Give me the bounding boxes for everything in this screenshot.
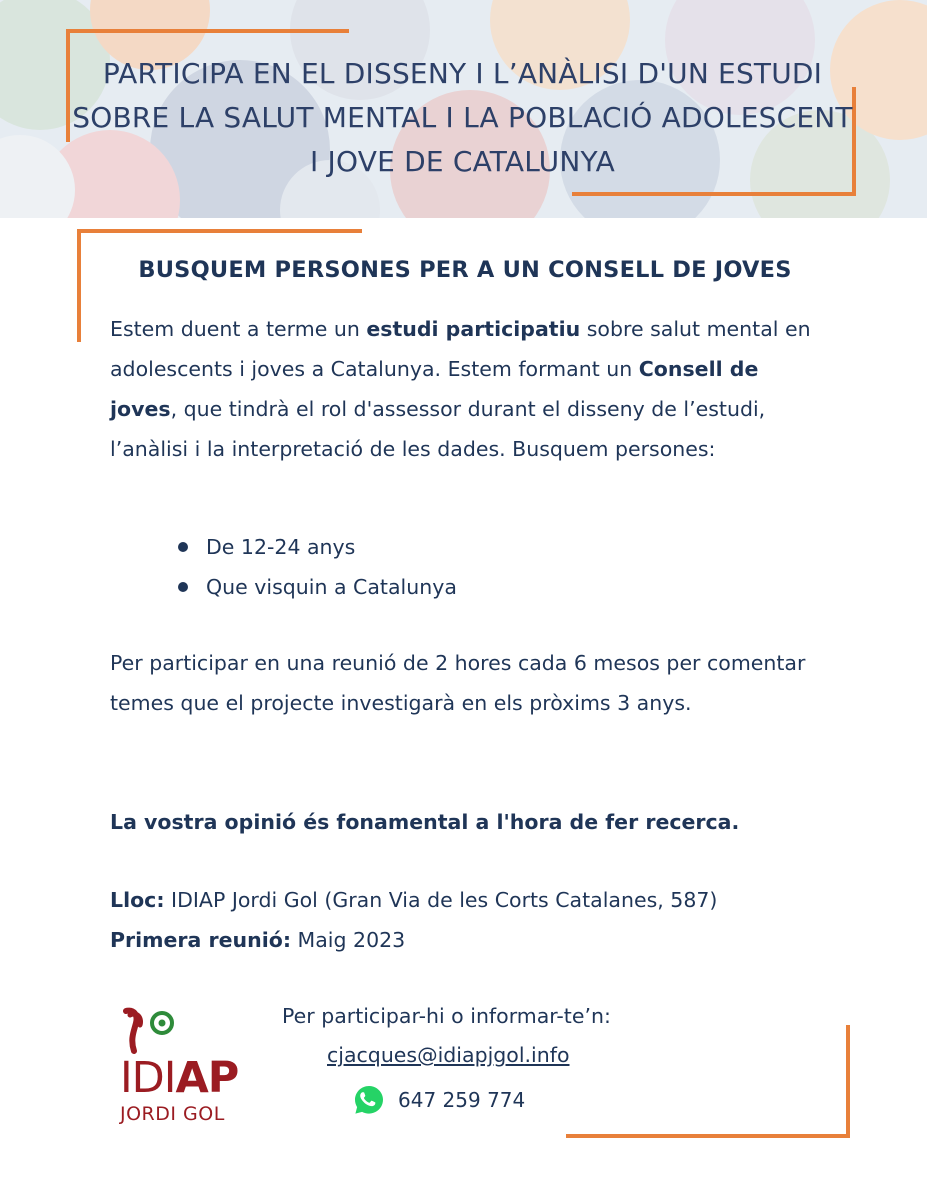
- phone-row: [352, 1083, 525, 1117]
- intro-text-3: , que tindrà el rol d'assessor durant el disseny de l’estudi, l’anàlisi i la interpretació de les dades. Busquem persones:: [110, 397, 766, 461]
- logo-subtitle: JORDI GOL: [120, 1103, 225, 1125]
- phone-number: 647 259 774: [398, 1088, 526, 1112]
- intro-text-2: sobre salut mental en adolescents i joves a Catalunya. Estem formant un: [110, 317, 811, 381]
- intro-bold-council: Consell de joves: [110, 357, 759, 421]
- meeting-line: [110, 920, 830, 960]
- highlight-text: [110, 802, 830, 842]
- participation-paragraph: Per participar en una reunió de 2 hores cada 6 mesos per comentar temes que el projecte investigarà en els pròxims 3 anys.: [110, 651, 806, 715]
- requirements-list: [178, 527, 457, 607]
- logo-ap: AP: [175, 1053, 239, 1103]
- frame-top-left-horizontal: [66, 29, 349, 33]
- logo-wordmark: [120, 1055, 238, 1101]
- list-item: De 12-24 anys: [178, 527, 457, 567]
- whatsapp-icon: [352, 1083, 386, 1117]
- frame-hero-bottom-horizontal: [572, 192, 856, 196]
- frame-section-vertical: [77, 229, 81, 342]
- intro-bold-study: estudi participatiu: [366, 317, 581, 341]
- logo-idi: IDI: [120, 1053, 176, 1103]
- meeting-label: Primera reunió:: [110, 928, 292, 952]
- frame-section-horizontal: [77, 229, 362, 233]
- email-link[interactable]: cjacques@idiapjgol.info: [327, 1043, 570, 1067]
- location-line: [110, 880, 850, 920]
- idiap-logo-mark-icon: [120, 1007, 180, 1055]
- contact-heading: Per participar-hi o informar-te’n:: [282, 1004, 611, 1028]
- section-subtitle: BUSQUEM PERSONES PER A UN CONSELL DE JOVES: [138, 257, 792, 283]
- idiap-logo: [116, 1007, 256, 1127]
- intro-text-1: Estem duent a terme un: [110, 317, 367, 341]
- meeting-value: Maig 2023: [291, 928, 406, 952]
- intro-paragraph: [110, 309, 830, 469]
- list-item: Que visquin a Catalunya: [178, 567, 457, 607]
- hero-banner: [0, 0, 927, 218]
- frame-bottom-right-vertical: [846, 1025, 850, 1138]
- location-label: Lloc:: [110, 888, 165, 912]
- frame-bottom-right-horizontal: [566, 1134, 850, 1138]
- location-value: IDIAP Jordi Gol (Gran Via de les Corts Catalanes, 587): [164, 888, 718, 912]
- highlight-bold: La vostra opinió és fonamental a l'hora de fer recerca.: [110, 810, 740, 834]
- page-title: PARTICIPA EN EL DISSENY I L’ANÀLISI D'UN ESTUDI SOBRE LA SALUT MENTAL I LA POBLACIÓ ADOLESCENT I JOVE DE CATALUNYA: [72, 57, 853, 178]
